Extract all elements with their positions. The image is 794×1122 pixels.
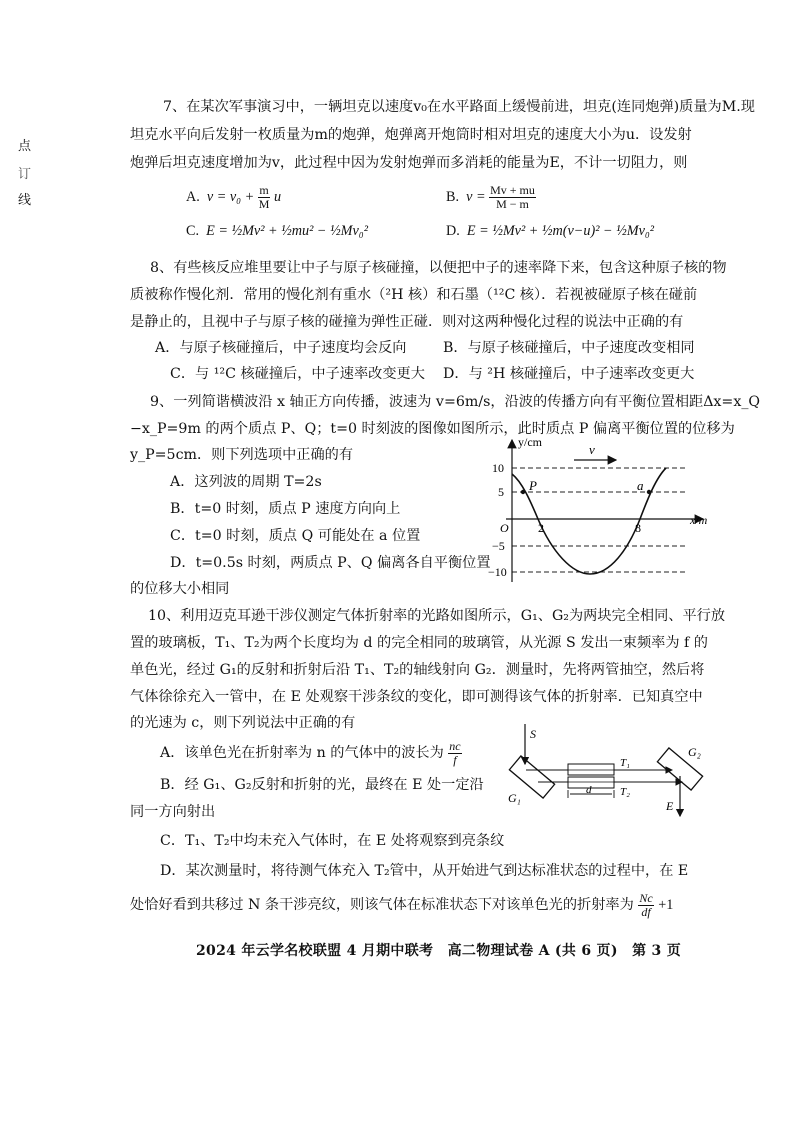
q7-d-text: E = ½Mv² + ½m(v−u)² − ½Mv₀² bbox=[466, 223, 655, 239]
q9-option-c: C．t=0 时刻，质点 Q 可能处在 a 位置 bbox=[170, 528, 421, 544]
q10-d-den: df bbox=[641, 904, 651, 919]
q9-tick-10: 10 bbox=[492, 461, 504, 475]
q9-tick-m10: −10 bbox=[488, 565, 507, 579]
q10-option-b-line-2: 同一方向射出 bbox=[130, 804, 216, 820]
q8-option-b: B．与原子核碰撞后，中子速度改变相同 bbox=[443, 340, 695, 356]
q9-tick-5: 5 bbox=[498, 485, 504, 499]
q10-line-2: 置的玻璃板，T₁、T₂为两个长度均为 d 的完全相同的玻璃管，从光源 S 发出一束频率为 f 的 bbox=[130, 635, 708, 651]
q10-label-t2: T₂ bbox=[620, 786, 630, 798]
q9-tick-m5: −5 bbox=[492, 539, 505, 553]
q8-line-2: 质被称作慢化剂．常用的慢化剂有重水（²H 核）和石墨（¹²C 核）．若视被碰原子核在碰前 bbox=[130, 287, 698, 303]
q9-origin-label: O bbox=[500, 521, 509, 535]
q10-option-a bbox=[160, 738, 462, 768]
q7-line-2: 坦克水平向后发射一枚质量为m的炮弹，炮弹离开炮筒时相对坦克的速度大小为u．设发射 bbox=[130, 127, 692, 143]
q9-point-a-label: a bbox=[637, 478, 644, 493]
q9-option-a: A．这列波的周期 T=2s bbox=[170, 474, 322, 490]
q10-a-text: A．该单色光在折射率为 n 的气体中的波长为 bbox=[160, 745, 444, 761]
q7-option-d bbox=[446, 222, 654, 240]
q8-option-d: D．与 ²H 核碰撞后，中子速率改变更大 bbox=[443, 366, 695, 382]
q7-a-lhs: v = v₀ + bbox=[206, 189, 258, 205]
q10-d-fraction bbox=[638, 892, 653, 919]
q10-line-3: 单色光，经过 G₁的反射和折射后沿 T₁、T₂的轴线射向 G₂．测量时，先将两管抽空，然后将 bbox=[130, 662, 705, 678]
q10-tube-t1 bbox=[568, 764, 614, 775]
q9-line-3: y_P=5cm．则下列选项中正确的有 bbox=[130, 447, 354, 463]
q10-label-s: S bbox=[530, 727, 536, 741]
q10-label-g1: G₁ bbox=[508, 791, 521, 805]
q9-wave-figure bbox=[488, 432, 718, 592]
q10-line-4: 气体徐徐充入一管中，在 E 处观察干涉条纹的变化，即可测得该气体的折射率．已知真空中 bbox=[130, 689, 703, 705]
q9-point-p bbox=[521, 490, 525, 494]
q8-line-3: 是静止的，且视中子与原子核的碰撞为弹性正碰．则对这两种慢化过程的说法中正确的有 bbox=[130, 314, 684, 330]
q9-option-d-line-1: D．t=0.5s 时刻，两质点 P、Q 偏离各自平衡位置 bbox=[170, 555, 491, 571]
q7-a-tail: u bbox=[273, 189, 282, 205]
q9-x-axis-label: x/m bbox=[690, 513, 708, 527]
q7-b-label: B. bbox=[446, 189, 460, 205]
q7-a-num: m bbox=[259, 183, 269, 198]
margin-mark-2: 订 bbox=[18, 167, 32, 182]
q10-label-d: d bbox=[586, 784, 592, 796]
page-footer: 2024 年云学名校联盟 4 月期中联考 高二物理试卷 A (共 6 页) 第 3 页 bbox=[196, 943, 682, 959]
q7-option-b bbox=[446, 182, 536, 212]
q10-label-g2: G₂ bbox=[688, 745, 701, 759]
q7-c-label: C. bbox=[186, 223, 200, 239]
q9-x-tick-2: 2 bbox=[538, 521, 544, 535]
q7-line-3: 炮弹后坦克速度增加为v，此过程中因为发射炮弹而多消耗的能量为E，不计一切阻力，则 bbox=[130, 155, 688, 171]
q8-option-a: A．与原子核碰撞后，中子速度均会反向 bbox=[155, 340, 407, 356]
q10-option-d-line-2 bbox=[130, 890, 673, 920]
q7-option-c bbox=[186, 222, 368, 240]
q7-b-num: Mv + mu bbox=[490, 183, 535, 198]
q9-line-1: 9、一列简谐横波沿 x 轴正方向传播，波速为 v=6m/s，沿波的传播方向有平衡位置相距Δx=x_Q bbox=[150, 394, 761, 410]
q7-b-lhs: v = bbox=[466, 189, 490, 205]
q9-point-p-label: P bbox=[529, 478, 537, 493]
q10-a-fraction bbox=[448, 740, 461, 767]
q10-d-text: 处恰好看到共移过 N 条干涉亮纹，则该气体在标准状态下对该单色光的折射率为 bbox=[130, 897, 634, 913]
q10-a-den: f bbox=[453, 752, 457, 767]
q9-velocity-label: v bbox=[589, 442, 595, 457]
q8-line-1: 8、有些核反应堆里要让中子与原子核碰撞，以便把中子的速率降下来，包含这种原子核的物 bbox=[150, 260, 727, 276]
q10-a-num: nc bbox=[449, 738, 461, 753]
q7-b-den: M − m bbox=[496, 197, 529, 212]
q10-line-5: 的光速为 c，则下列说法中正确的有 bbox=[130, 715, 356, 731]
q9-option-d-line-2: 的位移大小相同 bbox=[130, 581, 230, 597]
q9-option-b: B．t=0 时刻，质点 P 速度方向向上 bbox=[170, 501, 401, 517]
q10-d-num: Nc bbox=[639, 890, 653, 905]
q7-option-a bbox=[186, 182, 281, 212]
q9-y-axis-label: y/cm bbox=[518, 435, 542, 449]
q10-option-c: C．T₁、T₂中均未充入气体时，在 E 处将观察到亮条纹 bbox=[160, 833, 505, 849]
q10-label-e: E bbox=[666, 799, 674, 813]
q10-line-1: 10、利用迈克耳逊干涉仪测定气体折射率的光路如图所示，G₁、G₂为两块完全相同、平行放 bbox=[148, 608, 726, 624]
q10-interferometer-figure bbox=[496, 724, 718, 836]
q9-point-a bbox=[647, 490, 651, 494]
q10-option-d-line-1: D．某次测量时，将待测气体充入 T₂管中，从开始进气到达标准状态的过程中，在 E bbox=[160, 863, 689, 879]
q7-a-den: M bbox=[258, 197, 270, 212]
q7-b-fraction bbox=[489, 184, 536, 211]
margin-mark-3: 线 bbox=[18, 193, 32, 208]
q9-x-tick-8: 8 bbox=[635, 521, 641, 535]
q10-d-tail: +1 bbox=[658, 897, 674, 913]
q8-option-c: C．与 ¹²C 核碰撞后，中子速率改变更大 bbox=[170, 366, 425, 382]
q10-option-b-line-1: B．经 G₁、G₂反射和折射的光，最终在 E 处一定沿 bbox=[160, 777, 484, 793]
q7-line-1: 7、在某次军事演习中，一辆坦克以速度v₀在水平路面上缓慢前进，坦克(连同炮弹)质量为M.现 bbox=[163, 99, 755, 115]
q7-d-label: D. bbox=[446, 223, 460, 239]
margin-mark-1: 点 bbox=[18, 139, 32, 154]
q7-a-label: A. bbox=[186, 189, 200, 205]
q7-a-fraction bbox=[258, 184, 271, 211]
q7-c-text: E = ½Mv² + ½mu² − ½Mv₀² bbox=[206, 223, 368, 239]
q10-label-t1: T₁ bbox=[620, 757, 630, 769]
q9-line-2: −x_P=9m 的两个质点 P、Q；t=0 时刻波的图像如图所示，此时质点 P 偏离平衡位置的位移为 bbox=[130, 421, 735, 437]
